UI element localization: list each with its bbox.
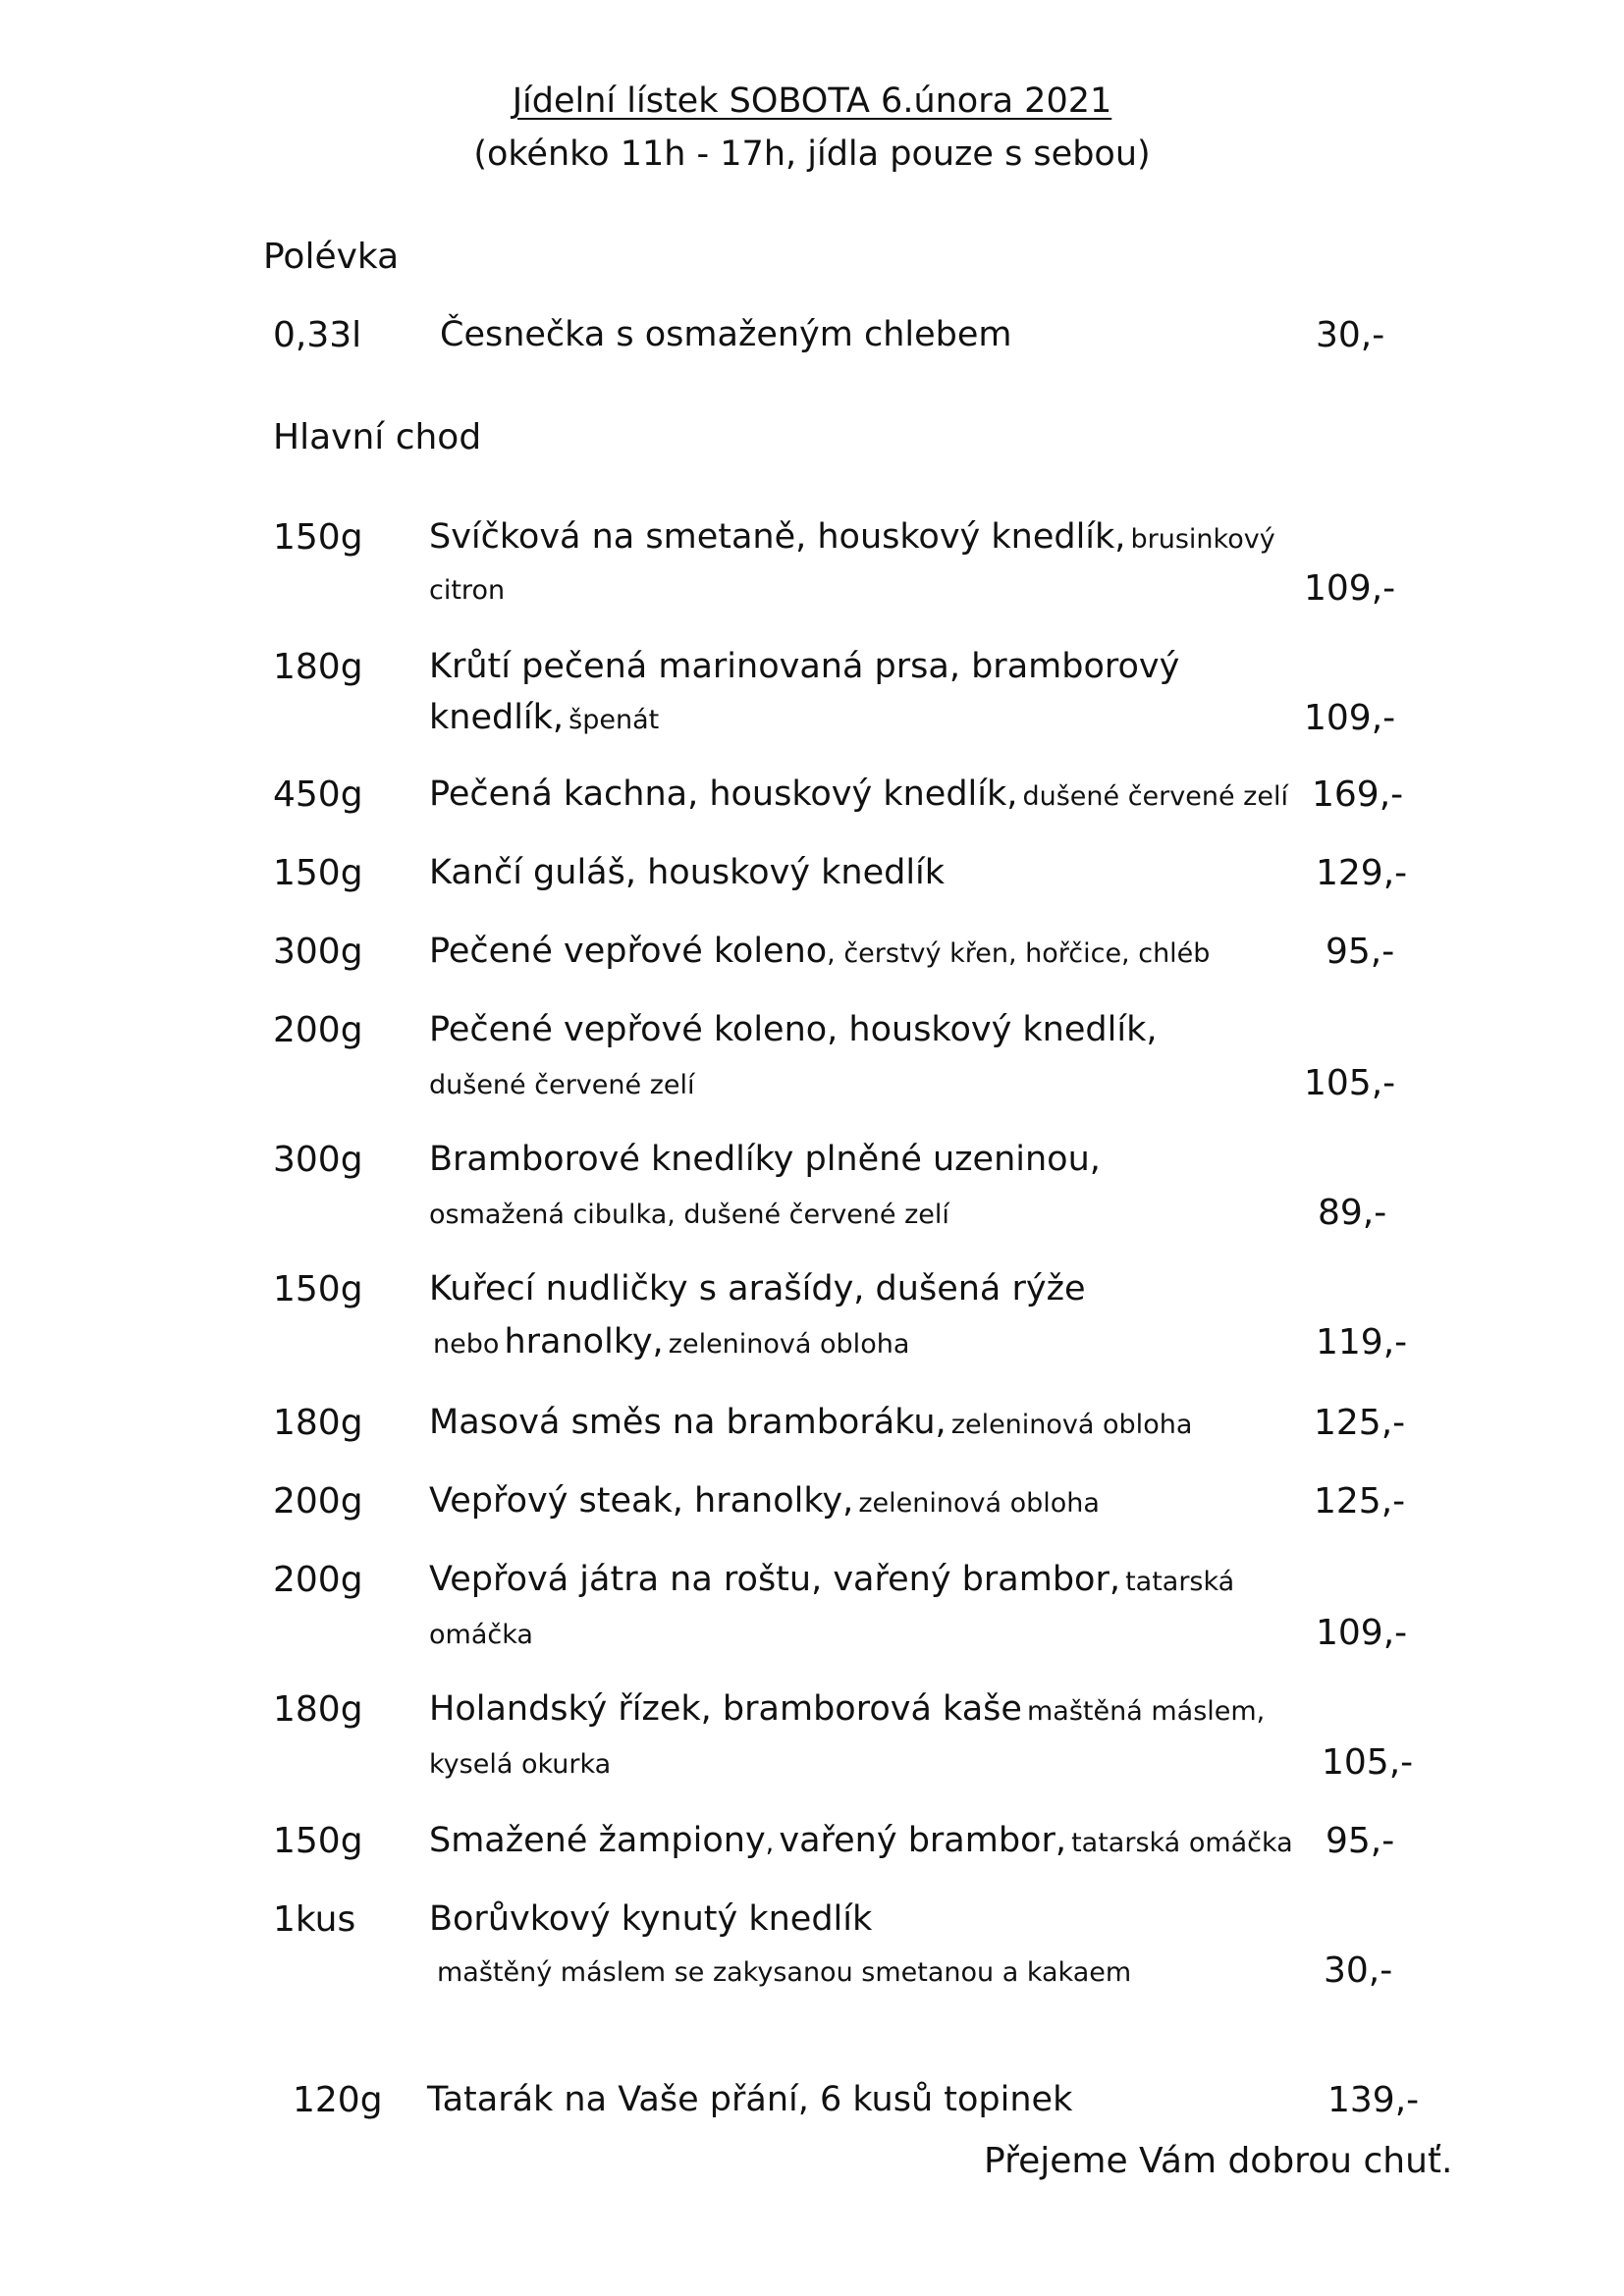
item-name: Svíčková na smetaně, houskový knedlík, xyxy=(429,517,1126,557)
item-name: Borůvkový kynutý knedlík xyxy=(429,1899,873,1939)
item-price: 89,- xyxy=(1318,1193,1387,1233)
item-side: zeleninová obloha xyxy=(950,1410,1193,1440)
item-name-line xyxy=(429,1481,1100,1521)
menu-subtitle: (okénko 11h - 17h, jídla pouze s sebou) xyxy=(473,134,1151,174)
item-qty: 450g xyxy=(273,774,363,815)
item-qty: 1kus xyxy=(273,1899,356,1940)
item-name: Vepřový steak, hranolky, xyxy=(429,1481,854,1521)
item-qty: 120g xyxy=(293,2080,383,2120)
item-comma: , xyxy=(765,1828,775,1858)
item-side: zeleninová obloha xyxy=(858,1488,1100,1519)
item-qty: 300g xyxy=(273,932,363,972)
item-name: Kuřecí nudličky s arašídy, dušená rýže xyxy=(429,1269,1086,1308)
item-name-line xyxy=(429,1689,1266,1729)
item-name: Tatarák na Vaše přání, 6 kusů topinek xyxy=(427,2080,1073,2119)
item-name-2: vařený brambor, xyxy=(779,1821,1066,1860)
item-price: 95,- xyxy=(1326,932,1395,972)
item-side-pre: nebo xyxy=(433,1329,500,1360)
item-price: 105,- xyxy=(1304,1063,1396,1103)
item-name: Vepřová játra na roštu, vařený brambor, xyxy=(429,1560,1120,1599)
item-name: Holandský řízek, bramborová kaše xyxy=(429,1689,1022,1729)
item-name-line xyxy=(429,1821,1293,1860)
item-qty: 150g xyxy=(273,1269,363,1309)
item-name-line xyxy=(429,517,1275,557)
item-name-line2 xyxy=(429,698,660,737)
item-qty: 180g xyxy=(273,1689,363,1730)
item-name-cont: knedlík, xyxy=(429,698,565,737)
item-side-line2: kyselá okurka xyxy=(429,1749,612,1780)
item-name: Smažené žampiony xyxy=(429,1821,766,1860)
menu-title: Jídelní lístek SOBOTA 6.února 2021 xyxy=(512,81,1112,121)
item-side: zeleninová obloha xyxy=(668,1329,910,1360)
item-side-line2: dušené červené zelí xyxy=(429,1070,695,1100)
item-name: Bramborové knedlíky plněné uzeninou, xyxy=(429,1140,1101,1179)
closing-note: Přejeme Vám dobrou chuť. xyxy=(984,2141,1453,2181)
item-price: 30,- xyxy=(1316,315,1385,355)
item-qty: 200g xyxy=(273,1481,363,1522)
item-price: 125,- xyxy=(1314,1403,1406,1443)
item-side-line2: citron xyxy=(429,575,506,606)
main-heading: Hlavní chod xyxy=(273,417,482,457)
soup-heading: Polévka xyxy=(263,237,400,277)
item-side: , čerstvý křen, hořčice, chléb xyxy=(827,938,1211,969)
item-qty: 150g xyxy=(273,1821,363,1861)
item-price: 109,- xyxy=(1304,568,1396,609)
item-side-line2: maštěný máslem se zakysanou smetanou a kakaem xyxy=(437,1957,1132,1988)
item-price: 119,- xyxy=(1316,1322,1408,1362)
item-qty: 300g xyxy=(273,1140,363,1180)
item-price: 109,- xyxy=(1316,1613,1408,1653)
item-qty: 180g xyxy=(273,1403,363,1443)
item-name: Kančí guláš, houskový knedlík xyxy=(429,853,946,892)
item-name: Pečené vepřové koleno, houskový knedlík, xyxy=(429,1010,1158,1049)
item-qty: 180g xyxy=(273,647,363,687)
item-side: tatarská xyxy=(1125,1567,1235,1597)
item-price: 169,- xyxy=(1312,774,1404,815)
item-price: 129,- xyxy=(1316,853,1408,893)
item-name: Pečené vepřové koleno xyxy=(429,932,828,971)
item-name: Pečená kachna, houskový knedlík, xyxy=(429,774,1018,814)
item-side: tatarská omáčka xyxy=(1071,1828,1293,1858)
item-name-line xyxy=(429,934,1210,969)
item-name-cont: hranolky, xyxy=(504,1322,664,1362)
item-price: 95,- xyxy=(1326,1821,1395,1861)
item-name: Česnečka s osmaženým chlebem xyxy=(440,315,1012,354)
item-name-line2 xyxy=(433,1322,910,1362)
item-name-line xyxy=(429,774,1288,814)
item-name: Masová směs na bramboráku, xyxy=(429,1403,947,1442)
item-side-line2: osmažená cibulka, dušené červené zelí xyxy=(429,1200,949,1230)
item-side: špenát xyxy=(568,705,660,735)
item-price: 30,- xyxy=(1324,1950,1393,1991)
item-side-line2: omáčka xyxy=(429,1620,533,1650)
item-price: 109,- xyxy=(1304,698,1396,738)
item-qty: 200g xyxy=(273,1010,363,1050)
item-name-line xyxy=(429,1403,1193,1442)
item-qty: 150g xyxy=(273,853,363,893)
item-side: dušené červené zelí xyxy=(1022,781,1288,812)
item-price: 139,- xyxy=(1327,2080,1420,2120)
item-qty: 150g xyxy=(273,517,363,558)
item-side: brusinkový xyxy=(1130,524,1275,555)
item-name: Krůtí pečená marinovaná prsa, bramborový xyxy=(429,647,1180,686)
item-name-line xyxy=(429,1560,1235,1599)
item-qty: 0,33l xyxy=(273,315,362,355)
item-side: maštěná máslem, xyxy=(1027,1696,1266,1727)
item-price: 125,- xyxy=(1314,1481,1406,1522)
item-qty: 200g xyxy=(273,1560,363,1600)
item-price: 105,- xyxy=(1322,1742,1414,1783)
